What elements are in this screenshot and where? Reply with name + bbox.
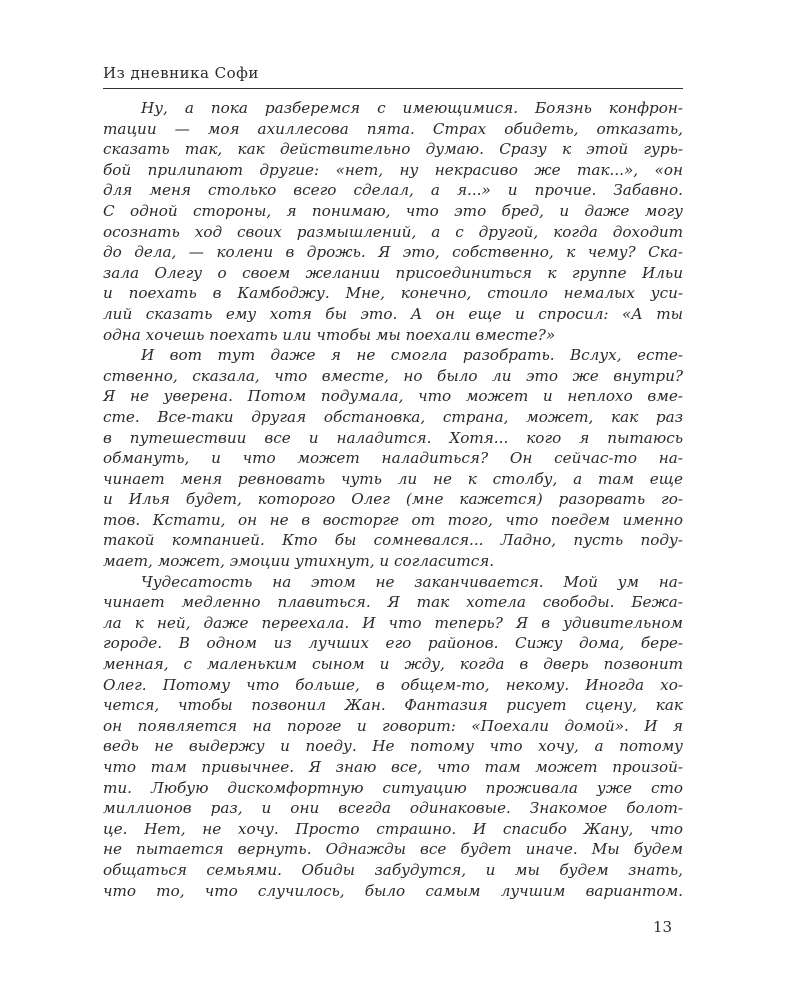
running-head: Из дневника Софи xyxy=(103,64,259,82)
text-line: ла к ней, даже переехала. И что теперь? Я в удивительном xyxy=(103,613,683,632)
text-line: лий сказать ему хотя бы это. А он еще и спросил: «А ты xyxy=(103,304,683,323)
text-line: чинает медленно плавиться. Я так хотела свободы. Бежа- xyxy=(103,593,683,612)
text-line: осознать ход своих размышлений, а с другой, когда доходит xyxy=(103,222,683,241)
text-line: Ну, а пока разберемся с имеющимися. Боязнь конфрон- xyxy=(141,99,683,117)
paragraph xyxy=(103,572,683,902)
text-line: ти. Любую дискомфортную ситуацию проживала уже сто xyxy=(103,778,683,797)
text-line: он появляется на пороге и говорит: «Поехали домой». И я xyxy=(103,716,683,735)
text-line: для меня столько всего сделал, а я...» и прочие. Забавно. xyxy=(103,181,683,200)
paragraph xyxy=(103,98,683,345)
text-line: что там привычнее. Я знаю все, что там может произой- xyxy=(103,758,683,776)
body-text xyxy=(103,98,683,901)
text-line: мает, может, эмоции утихнут, и согласится. xyxy=(103,552,495,571)
text-line: одна хочешь поехать или чтобы мы поехали вместе?» xyxy=(103,325,556,344)
text-line: ственно, сказала, что вместе, но было ли это же внутри? xyxy=(103,366,683,385)
text-line: миллионов раз, и они всегда одинаковые. Знакомое болот- xyxy=(103,799,683,818)
text-line: чинает меня ревновать чуть ли не к столбу, а там еще xyxy=(103,469,683,488)
text-line: в путешествии все и наладится. Хотя... кого я пытаюсь xyxy=(103,428,683,447)
text-line: Я не уверена. Потом подумала, что может и неплохо вме- xyxy=(103,387,683,406)
text-line: городе. В одном из лучших его районов. Сижу дома, бере- xyxy=(103,634,683,653)
text-line: сказать так, как действительно думаю. Сразу к этой гурь- xyxy=(103,140,683,159)
text-line: тации — моя ахиллесова пята. Страх обидеть, отказать, xyxy=(103,119,683,138)
page-number: 13 xyxy=(653,918,673,936)
text-line: ведь не выдержу и поеду. Не потому что хочу, а потому xyxy=(103,737,683,756)
text-line: менная, с маленьким сыном и жду, когда в дверь позвонит xyxy=(103,655,683,674)
text-line: Чудесатость на этом не заканчивается. Мой ум на- xyxy=(141,572,683,591)
text-line: что то, что случилось, было самым лучшим вариантом. xyxy=(103,881,683,900)
text-line: такой компанией. Кто бы сомневался... Ладно, пусть поду- xyxy=(103,531,683,550)
text-line: тов. Кстати, он не в восторге от того, что поедем именно xyxy=(103,510,683,529)
text-line: зала Олегу о своем желании присоединиться к группе Ильи xyxy=(103,263,683,282)
text-line: И вот тут даже я не смогла разобрать. Вслух, есте- xyxy=(141,346,683,365)
text-line: и поехать в Камбоджу. Мне, конечно, стоило немалых уси- xyxy=(103,284,683,303)
paragraph xyxy=(103,345,683,572)
text-line: и Илья будет, которого Олег (мне кажется) разорвать го- xyxy=(103,490,683,509)
header-rule xyxy=(103,88,683,89)
text-line: обмануть, и что может наладиться? Он сейчас-то на- xyxy=(103,449,683,468)
text-line: общаться семьями. Обиды забудутся, и мы будем знать, xyxy=(103,860,683,879)
text-line: Олег. Потому что больше, в общем-то, некому. Иногда хо- xyxy=(103,675,683,694)
text-line: не пытается вернуть. Однажды все будет иначе. Мы будем xyxy=(103,840,683,859)
text-line: С одной стороны, я понимаю, что это бред, и даже могу xyxy=(103,201,683,220)
text-line: до дела, — колени в дрожь. Я это, собственно, к чему? Ска- xyxy=(103,243,683,262)
text-line: сте. Все-таки другая обстановка, страна, может, как раз xyxy=(103,407,683,426)
text-line: це. Нет, не хочу. Просто страшно. И спасибо Жану, что xyxy=(103,819,683,838)
text-line: бой прилипают другие: «нет, ну некрасиво же так...», «он xyxy=(103,160,683,179)
text-line: чется, чтобы позвонил Жан. Фантазия рисует сцену, как xyxy=(103,696,683,715)
